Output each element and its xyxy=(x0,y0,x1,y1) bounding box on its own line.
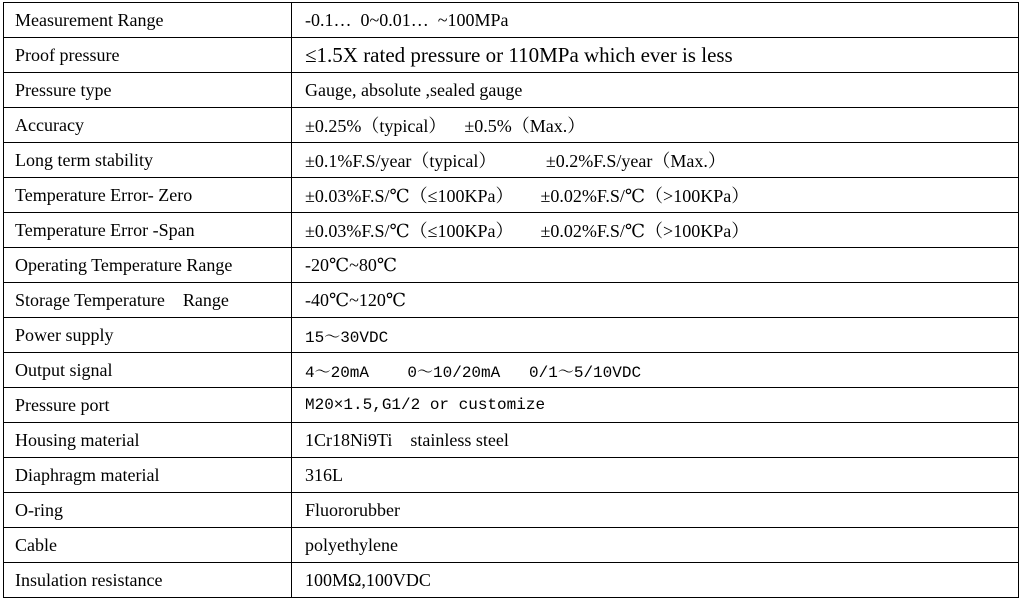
table-row xyxy=(4,73,1019,108)
pressure-type-value: Gauge, absolute ,sealed gauge xyxy=(292,73,1019,108)
pressure-type-label: Pressure type xyxy=(4,73,292,108)
table-row xyxy=(4,3,1019,38)
power-supply-label: Power supply xyxy=(4,318,292,353)
operating-temperature-value: -20℃~80℃ xyxy=(292,248,1019,283)
output-signal-value: 4～20mA 0～10/20mA 0/1～5/10VDC xyxy=(292,353,1019,388)
insulation-resistance-value: 100MΩ,100VDC xyxy=(292,563,1019,598)
operating-temperature-label: Operating Temperature Range xyxy=(4,248,292,283)
long-term-stability-value: ±0.1%F.S/year（typical） ±0.2%F.S/year（Max.） xyxy=(292,143,1019,178)
temperature-error-span-value: ±0.03%F.S/℃（≤100KPa） ±0.02%F.S/℃（>100KPa） xyxy=(292,213,1019,248)
table-row xyxy=(4,178,1019,213)
diaphragm-material-value: 316L xyxy=(292,458,1019,493)
temperature-error-zero-value: ±0.03%F.S/℃（≤100KPa） ±0.02%F.S/℃（>100KPa） xyxy=(292,178,1019,213)
output-signal-label: Output signal xyxy=(4,353,292,388)
measurement-range-label: Measurement Range xyxy=(4,3,292,38)
measurement-range-value: -0.1… 0~0.01… ~100MPa xyxy=(292,3,1019,38)
proof-pressure-label: Proof pressure xyxy=(4,38,292,73)
table-row xyxy=(4,493,1019,528)
insulation-resistance-label: Insulation resistance xyxy=(4,563,292,598)
cable-label: Cable xyxy=(4,528,292,563)
table-row xyxy=(4,423,1019,458)
specification-table xyxy=(3,2,1019,598)
diaphragm-material-label: Diaphragm material xyxy=(4,458,292,493)
temperature-error-span-label: Temperature Error -Span xyxy=(4,213,292,248)
pressure-port-value: M20×1.5,G1/2 or customize xyxy=(292,388,1019,423)
table-row xyxy=(4,108,1019,143)
temperature-error-zero-label: Temperature Error- Zero xyxy=(4,178,292,213)
cable-value: polyethylene xyxy=(292,528,1019,563)
o-ring-value: Fluororubber xyxy=(292,493,1019,528)
accuracy-label: Accuracy xyxy=(4,108,292,143)
power-supply-value: 15～30VDC xyxy=(292,318,1019,353)
table-row xyxy=(4,143,1019,178)
table-row xyxy=(4,458,1019,493)
long-term-stability-label: Long term stability xyxy=(4,143,292,178)
housing-material-value: 1Cr18Ni9Ti stainless steel xyxy=(292,423,1019,458)
table-row xyxy=(4,213,1019,248)
table-row xyxy=(4,528,1019,563)
accuracy-value: ±0.25%（typical） ±0.5%（Max.） xyxy=(292,108,1019,143)
proof-pressure-value: ≤1.5X rated pressure or 110MPa which ever is less xyxy=(292,38,1019,73)
table-row xyxy=(4,283,1019,318)
storage-temperature-label: Storage Temperature Range xyxy=(4,283,292,318)
housing-material-label: Housing material xyxy=(4,423,292,458)
table-row xyxy=(4,38,1019,73)
o-ring-label: O-ring xyxy=(4,493,292,528)
table-row xyxy=(4,388,1019,423)
table-row xyxy=(4,353,1019,388)
pressure-port-label: Pressure port xyxy=(4,388,292,423)
table-row xyxy=(4,248,1019,283)
table-row xyxy=(4,563,1019,598)
table-row xyxy=(4,318,1019,353)
storage-temperature-value: -40℃~120℃ xyxy=(292,283,1019,318)
